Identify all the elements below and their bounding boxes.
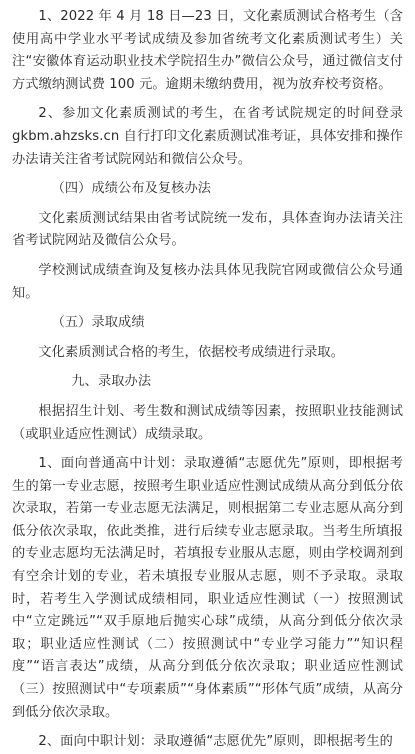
- paragraph-admission-factors: 根据招生计划、考生数和测试成绩等因素，按照职业技能测试（或职业适应性测试）成绩录取。: [12, 403, 403, 442]
- paragraph-admission-basis: 文化素质测试合格的考生，依据校考成绩进行录取。: [38, 344, 345, 360]
- paragraph-fee-payment: 1、2022 年 4 月 18 日—23 日，文化素质测试合格考生（含使用高中学业水平考试成绩及参加省统考文化素质测试考生）关注“安徽体育运动职业技术学院招生办”微信公众号，通过微信支付方式缴纳测试费 100 元。逾期未缴纳费用，视为放弃校考资格。: [12, 9, 403, 92]
- heading-score-release: （四）成绩公布及复核办法: [51, 181, 212, 197]
- paragraph-general-high-school-plan: 1、面向普通高中计划：录取遵循“志愿优先”原则，即根据考生的第一专业志愿，按照考生职业适应性测试成绩从高分到低分依次录取，若第一专业志愿无法满足，则根据第二专业志愿从高分到低分依次录取，依此类推，进行后续专业志愿录取。当考生所填报的专业志愿均无法满足时，若填报专业服从志愿，则由学校调剂到有空余计划的专业，若未填报专业服从志愿，则不予录取。录取时，若考生入学测试成绩相同，职业适应性测试（一）按照测试中“立定跳远”“双手原地后抛实心球”成绩，从高分到低分依次录取；职业适应性测试（二）按照测试中“专业学习能力”“知识程度”“语言表达”成绩，从高分到低分依次录取；职业适应性测试（三）按照测试中“专项素质”“身体素质”“形体气质”成绩，从高分到低分依次录取。: [12, 456, 403, 720]
- paragraph-score-review: 学校测试成绩查询及复核办法具体见我院官网或微信公众号通知。: [12, 262, 403, 301]
- paragraph-admission-ticket: 2、参加文化素质测试的考生，在省考试院规定的时间登录gkbm.ahzsks.cn 自行打印文化素质测试准考证，具体安排和操作办法请关注省考试院网站和微信公众号。: [12, 106, 403, 167]
- paragraph-score-query: 文化素质测试结果由省考试院统一发布，具体查询办法请关注省考试院网站及微信公众号。: [12, 210, 403, 249]
- paragraph-vocational-plan: 2、面向中职计划：录取遵循“志愿优先”原则，即根据考生的: [38, 734, 393, 750]
- heading-admission-scores: （五）录取成绩: [51, 315, 145, 331]
- heading-admission-method: 九、录取办法: [71, 374, 152, 390]
